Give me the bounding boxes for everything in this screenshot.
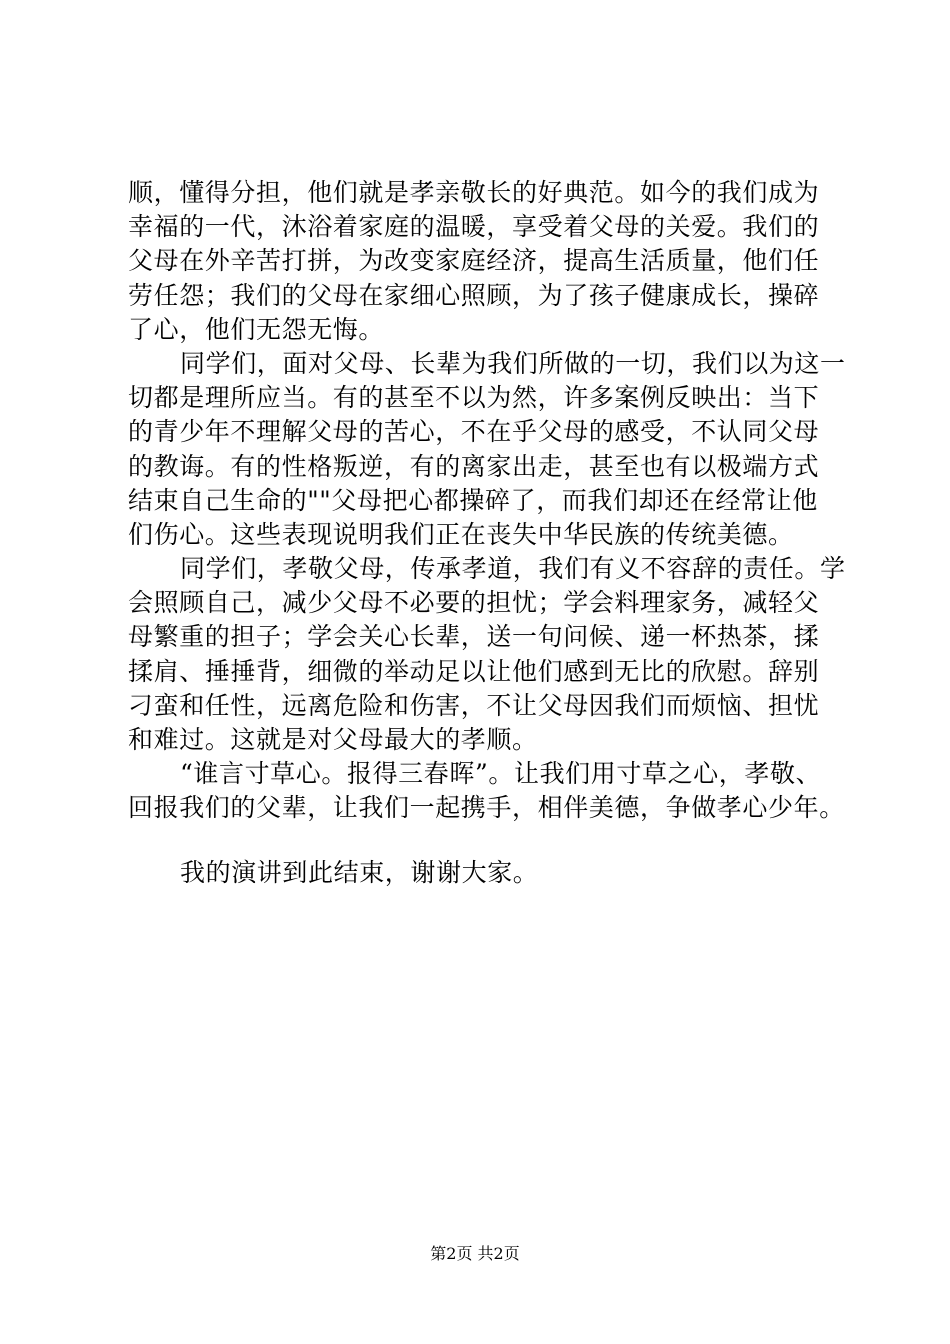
paragraph-4 <box>128 757 848 825</box>
text-line: 们伤心。这些表现说明我们正在丧失中华民族的传统美德。 <box>128 519 794 549</box>
text-line: 顺，懂得分担，他们就是孝亲敬长的好典范。如今的我们成为 <box>128 178 820 207</box>
text-line: “谁言寸草心。报得三春晖”。让我们用寸草之心，孝敬、 <box>180 759 822 789</box>
closing-line: 我的演讲到此结束，谢谢大家。 <box>180 857 539 887</box>
text-line: 劳任怨；我们的父母在家细心照顾，为了孩子健康成长，操碎 <box>128 280 820 310</box>
text-line: 回报我们的父辈，让我们一起携手，相伴美德，争做孝心少年。 <box>128 793 845 823</box>
speech-body <box>128 176 848 890</box>
text-line: 切都是理所应当。有的甚至不以为然，许多案例反映出：当下 <box>128 383 820 413</box>
text-line: 和难过。这就是对父母最大的孝顺。 <box>128 725 538 754</box>
text-line: 的青少年不理解父母的苦心，不在乎父母的感受，不认同父母 <box>128 417 820 447</box>
page-number-footer: 第2页 共2页 <box>430 1244 520 1263</box>
text-line: 父母在外辛苦打拼，为改变家庭经济，提高生活质量，他们任 <box>128 246 820 276</box>
text-line: 同学们，面对父母、长辈为我们所做的一切，我们以为这一 <box>180 348 846 378</box>
text-line: 了心，他们无怨无悔。 <box>128 314 385 344</box>
paragraph-2 <box>128 347 848 552</box>
text-line: 母繁重的担子；学会关心长辈，送一句问候、递一杯热茶，揉 <box>128 622 820 652</box>
text-line: 揉肩、捶捶背，细微的举动足以让他们感到无比的欣慰。辞别 <box>128 656 820 686</box>
text-line: 会照顾自己，减少父母不必要的担忧；学会料理家务，减轻父 <box>128 588 820 618</box>
text-line: 的教诲。有的性格叛逆，有的离家出走，甚至也有以极端方式 <box>128 451 820 481</box>
text-line: 幸福的一代，沐浴着家庭的温暖，享受着父母的关爱。我们的 <box>128 212 820 242</box>
text-line: 同学们，孝敬父母，传承孝道，我们有义不容辞的责任。学 <box>180 554 846 584</box>
paragraph-1 <box>128 176 848 347</box>
paragraph-5 <box>128 856 848 890</box>
text-line: 结束自己生命的""父母把心都操碎了，而我们却还在经常让他 <box>128 485 818 515</box>
paragraph-spacer <box>128 826 848 856</box>
text-line: 刁蛮和任性，远离危险和伤害，不让父母因我们而烦恼、担忧 <box>128 690 820 720</box>
paragraph-3 <box>128 552 848 757</box>
